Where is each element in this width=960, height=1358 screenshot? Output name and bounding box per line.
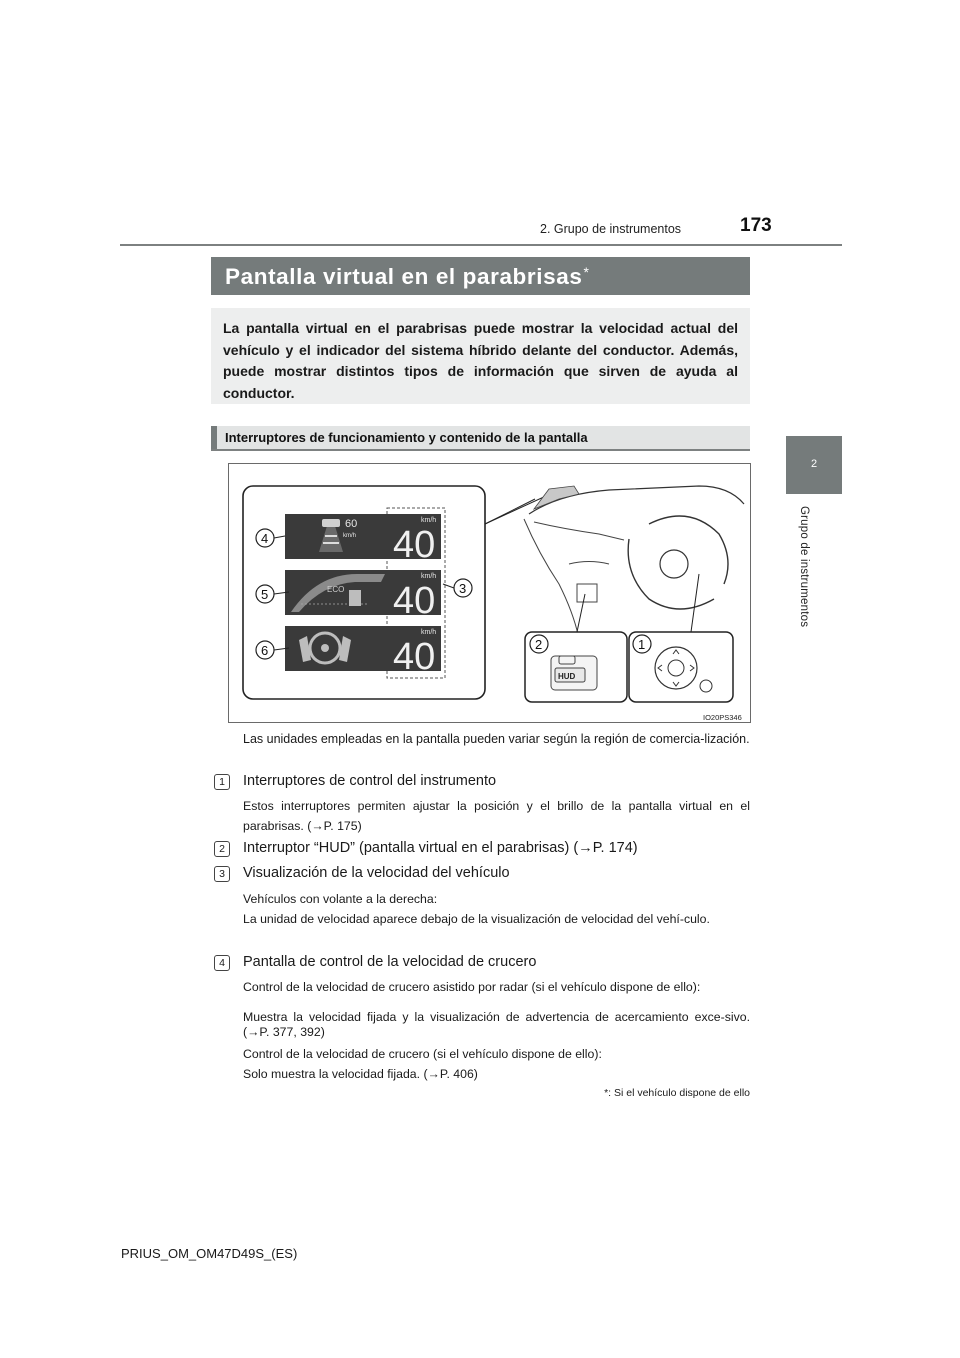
hud-button-label: HUD — [558, 672, 576, 681]
item-4-title: Pantalla de control de la velocidad de crucero — [243, 954, 537, 970]
item-1-number: 1 — [214, 774, 230, 790]
chapter-number: 2 — [810, 458, 818, 470]
item-1-title: Interruptores de control del instrumento — [243, 773, 497, 789]
item-4-body-1: Control de la velocidad de crucero asistido por radar (si el vehículo dispone de ello): — [243, 980, 701, 994]
steering-wheel-rim — [649, 516, 728, 584]
figure-caption: Las unidades empleadas en la pantalla pueden variar según la región de comercia-lización. — [243, 732, 750, 746]
callout-2 — [530, 635, 548, 653]
hud-illustration-svg — [229, 464, 750, 722]
item-2-number: 2 — [214, 841, 230, 857]
running-header-section: 2. Grupo de instrumentos — [540, 222, 682, 236]
svg-text:2: 2 — [535, 637, 543, 652]
chapter-tab — [786, 436, 842, 494]
item-3-title: Visualización de la velocidad del vehículo — [243, 865, 510, 881]
steering-wheel-hub — [660, 550, 688, 578]
callout-5 — [256, 585, 274, 603]
speed-value-1: 40 — [393, 524, 436, 566]
title-asterisk: * — [583, 264, 590, 280]
footnote-text: : Si el vehículo dispone de ello — [608, 1087, 750, 1099]
item-4-body-4: Solo muestra la velocidad fijada. (→P. 406) — [243, 1067, 478, 1081]
image-code: IO20PS346 — [703, 713, 742, 722]
item-4-body-3: Control de la velocidad de crucero (si el vehículo dispone de ello): — [243, 1047, 602, 1061]
item-3-number: 3 — [214, 866, 230, 882]
chapter-tab-label: Grupo de instrumentos — [798, 506, 810, 628]
svg-text:3: 3 — [459, 581, 467, 596]
footnote-mark: * — [604, 1087, 609, 1099]
item-4-number: 4 — [214, 955, 230, 971]
svg-text:5: 5 — [261, 587, 269, 602]
car-ahead-icon — [322, 519, 340, 527]
speed-value-3: 40 — [393, 636, 436, 678]
svg-text:4: 4 — [261, 531, 269, 546]
speed-unit-2: km/h — [421, 573, 437, 580]
subheading-text: Interruptores de funcionamiento y contenido de la pantalla — [225, 430, 588, 445]
svg-text:1: 1 — [638, 637, 646, 652]
item-2-title: Interruptor “HUD” (pantalla virtual en el parabrisas) (→P. 174) — [243, 840, 638, 856]
speed-value-2: 40 — [393, 580, 436, 622]
set-speed-unit: km/h — [343, 533, 357, 539]
callout-1 — [633, 635, 651, 653]
document-code-footer: PRIUS_OM_OM47D49S_(ES) — [121, 1246, 298, 1261]
item-3-body-1: Vehículos con volante a la derecha: — [243, 892, 438, 906]
item-3-body-2: La unidad de velocidad aparece debajo de la visualización de velocidad del vehí-culo. — [243, 912, 710, 926]
callout-6 — [256, 641, 274, 659]
section-title-text: Pantalla virtual en el parabrisas — [225, 264, 583, 289]
item-4-body-2: Muestra la velocidad fijada y la visualización de advertencia de acercamiento exce-sivo. (→P. 377, 392) — [243, 1010, 750, 1039]
battery-icon — [349, 590, 361, 606]
svg-text:6: 6 — [261, 643, 269, 658]
speed-unit-1: km/h — [421, 517, 437, 524]
header-rule — [120, 244, 842, 246]
subheading-bar — [211, 426, 750, 451]
section-title-bar — [211, 257, 750, 295]
set-speed-value: 60 — [345, 518, 358, 530]
intro-box — [211, 308, 750, 404]
callout-4 — [256, 529, 274, 547]
hud-projector — [534, 486, 579, 509]
eco-label: ECO — [327, 585, 345, 594]
footnote — [520, 1087, 750, 1099]
section-title — [225, 264, 590, 290]
intro-text: La pantalla virtual en el parabrisas puede mostrar la velocidad actual del vehículo y el indicador del sistema híbrido delante del conductor. Además, puede mostrar distintos tipos de información que sirven de ayuda al conductor. — [223, 320, 738, 401]
item-1-body: Estos interruptores permiten ajustar la posición y el brillo de la pantalla virtual en el parabrisas. (→P. 175) — [243, 799, 750, 833]
speed-unit-3: km/h — [421, 629, 437, 636]
hud-illustration — [228, 463, 751, 723]
callout-3 — [454, 579, 472, 597]
subheading-accent — [211, 426, 217, 449]
page-number: 173 — [740, 215, 772, 236]
